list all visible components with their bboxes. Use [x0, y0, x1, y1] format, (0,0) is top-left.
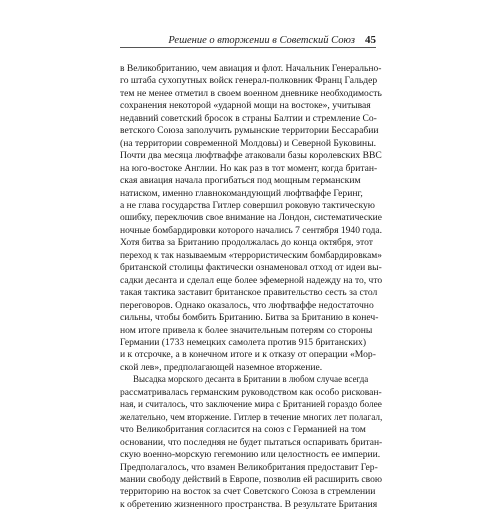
- paragraph: [120, 63, 382, 374]
- text-line: Высадка морского десанта в Британии в любом случае всегда: [133, 374, 369, 386]
- text-line: ошибку, переключив свое внимание на Лондон, систематические: [120, 212, 382, 224]
- text-line: такая тактика заставит британское правительство сесть за стол: [120, 287, 378, 299]
- page-number: 45: [365, 34, 376, 46]
- text-line: (на территории современной Молдовы) и Северной Буковины.: [120, 137, 377, 149]
- text-line: территорию на восток за счет Советского Союза в стремлении: [120, 486, 376, 498]
- text-line: садки десанта и сделал еще более эфемерной надежду на то, что: [120, 274, 383, 286]
- text-line: мании свободу действий в Европе, позволив ей расширить свою: [120, 473, 382, 485]
- text-line: британской столицы фактически ознаменовал отход от идеи вы-: [120, 262, 382, 274]
- paragraph: [120, 374, 382, 511]
- text-line: к обретению жизненного пространства. В результате Британия: [120, 498, 378, 510]
- text-line: что Великобритания согласится на союз с Германией на том: [120, 424, 366, 436]
- text-line: натиском, именно главнокомандующий люфтваффе Геринг,: [120, 187, 363, 199]
- text-line: го штаба сухопутных войск генерал-полковник Франц Гальдер: [120, 75, 378, 87]
- text-line: а не глава государства Гитлер совершил роковую тактическую: [120, 199, 375, 211]
- text-line: основании, что последняя не будет пытаться оспаривать британ-: [120, 436, 383, 448]
- text-line: сохранения некоторой «ударной мощи на востоке», учитывая: [120, 100, 371, 112]
- running-head-title: Решение о вторжении в Советский Союз: [168, 35, 355, 46]
- text-line: переход к так называемым «террористическим бомбардировкам»: [120, 249, 382, 261]
- text-line: рассматривалась германским руководством как особо рискован-: [120, 386, 382, 398]
- text-line: ночные бомбардировки которого начались 7 сентября 1940 года.: [120, 224, 383, 236]
- text-line: ная, и считалось, что заключение мира с Британией гораздо более: [120, 399, 382, 411]
- text-line: тем не менее отметил в своем военном дневнике необходимость: [120, 87, 382, 99]
- text-line: на юго-востоке Англии. Но как раз в тот момент, когда британ-: [120, 162, 378, 174]
- text-line: Предполагалось, что взамен Великобритания предоставит Гер-: [120, 461, 378, 473]
- text-line: скую военно-морскую гегемонию или целостность ее империи.: [120, 449, 381, 461]
- text-line: ветского Союза заполучить румынские территории Бессарабии: [120, 125, 379, 137]
- text-line: и к отсрочке, а в конечном итоге и к отказу от операции «Мор-: [120, 349, 376, 361]
- text-line: Хотя битва за Британию продолжалась до конца октября, этот: [120, 237, 373, 249]
- text-line: ская авиация начала прогибаться под мощным германским: [120, 175, 361, 187]
- text-line: ном итоге привела к более значительным потерям со стороны: [120, 324, 373, 336]
- text-line: желательно, чем вторжение. Гитлер в течение многих лет полагал,: [120, 411, 383, 423]
- text-line: сильны, чтобы бомбить Британию. Битва за Британию в конеч-: [120, 312, 379, 324]
- text-line: переговоров. Однако оказалось, что люфтваффе недостаточно: [120, 299, 374, 311]
- body-text: [120, 63, 382, 511]
- text-line: ской лев», предполагающей наземное вторжение.: [120, 361, 323, 373]
- header-rule: [120, 47, 376, 48]
- text-line: в Великобританию, чем авиация и флот. Начальник Генерально-: [120, 63, 382, 74]
- text-line: Почти два месяца люфтваффе атаковали базы королевских ВВС: [120, 150, 382, 162]
- text-line: недавний советский бросок в страны Балтии и стремление Со-: [120, 112, 377, 124]
- text-line: Германии (1733 немецких самолета против 915 британских): [120, 336, 367, 348]
